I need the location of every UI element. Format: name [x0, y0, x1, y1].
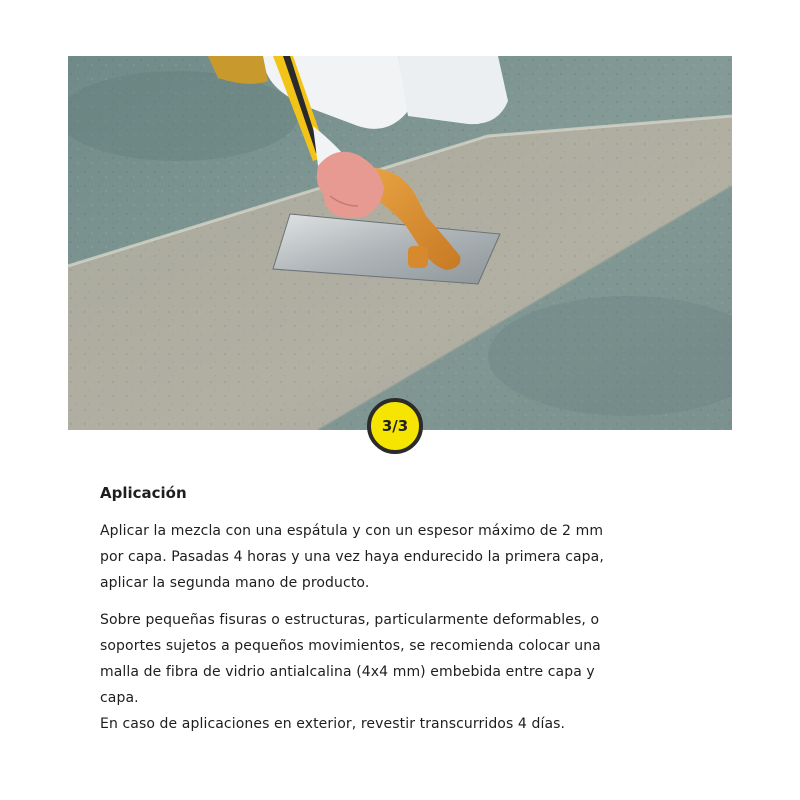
paragraph-1: Aplicar la mezcla con una espátula y con un espesor máximo de 2 mm por capa. Pasadas 4 horas y una vez haya endurecido la primera capa, aplicar la segunda mano de producto. [100, 523, 604, 591]
step-badge: 3/3 [367, 398, 423, 454]
paragraph-2: Sobre pequeñas fisuras o estructuras, particularmente deformables, o soportes sujetos a pequeños movimientos, se recomienda colocar una malla de fibra de vidrio antialcalina (4x4 mm) embebida entre capa y capa. En caso de aplicaciones en exterior, revestir transcurridos 4 días. [100, 612, 601, 732]
application-photo [68, 56, 732, 430]
section-title: Aplicación [100, 484, 187, 502]
application-section [100, 482, 700, 748]
